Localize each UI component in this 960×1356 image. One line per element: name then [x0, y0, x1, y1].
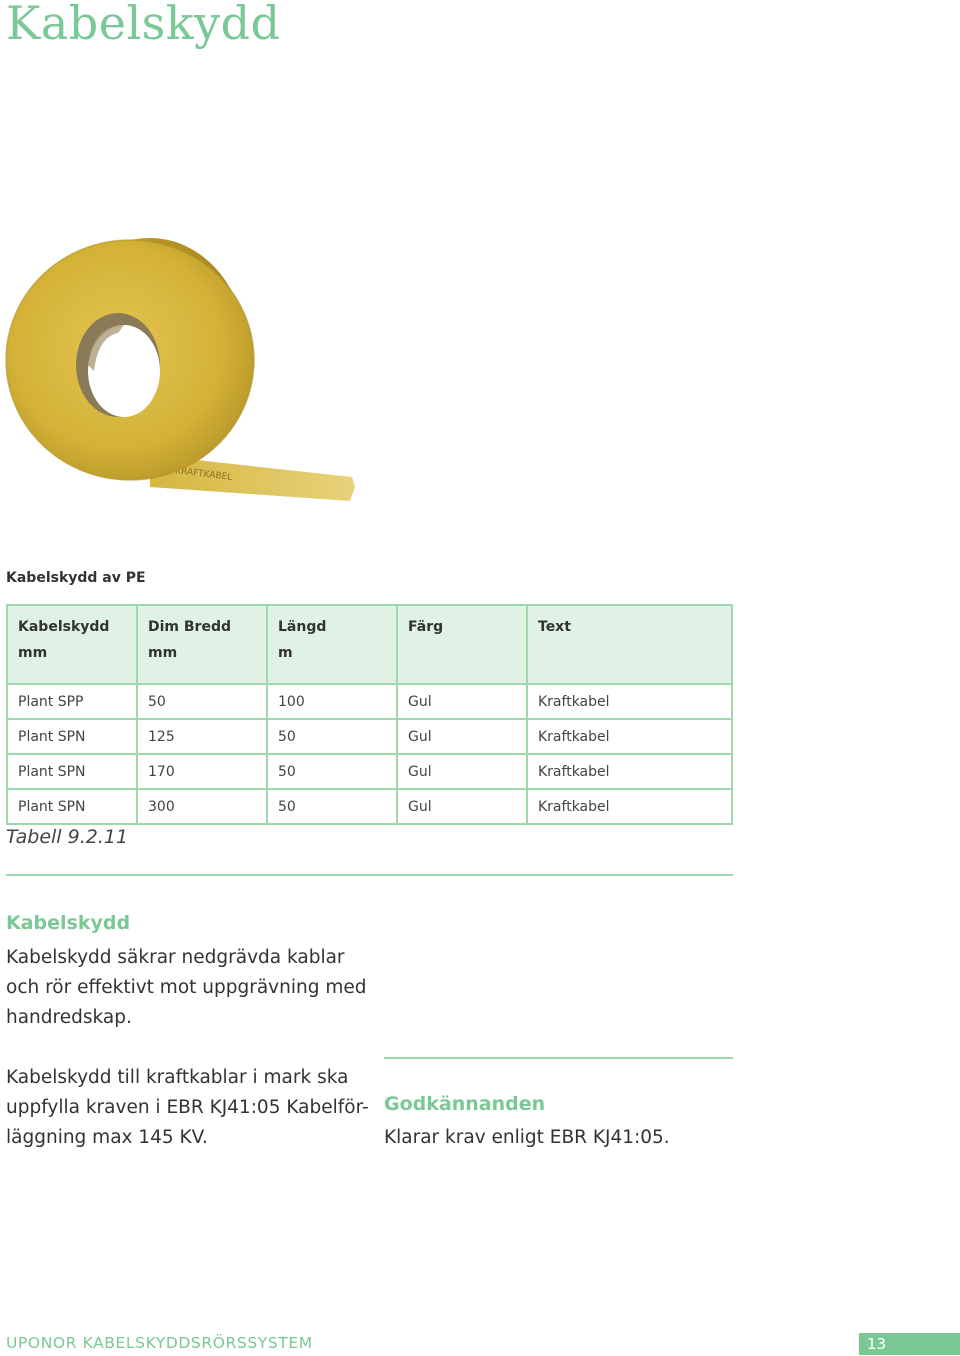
cell-length: 100 [267, 684, 397, 719]
cell-length: 50 [267, 719, 397, 754]
godkannanden-text: Klarar krav enligt EBR KJ41:05. [384, 1127, 670, 1148]
table-row [7, 719, 732, 754]
godkannanden-heading: Godkännanden [384, 1093, 546, 1115]
cell-color: Gul [397, 789, 527, 824]
cell-text: Kraftkabel [527, 754, 732, 789]
tape-print-text: KRAFTKABEL [174, 466, 233, 483]
page-title: Kabelskydd [6, 0, 281, 50]
kabelskydd-heading: Kabelskydd [6, 912, 131, 934]
cell-width: 170 [137, 754, 267, 789]
page-number: 13 [867, 1335, 887, 1353]
footer-title: UPONOR KABELSKYDDSRÖRSSYSTEM [6, 1334, 313, 1352]
table-row [7, 754, 732, 789]
cell-text: Kraftkabel [527, 684, 732, 719]
kabelskydd-description: Kabelskydd säkrar nedgrävda kablar och rör effektivt mot uppgrävning med handredskap. [6, 947, 367, 1028]
table-reference: Tabell 9.2.11 [6, 826, 129, 848]
cell-width: 300 [137, 789, 267, 824]
cell-length: 50 [267, 754, 397, 789]
godkannanden-divider [384, 1057, 733, 1059]
header-farg: Färg [397, 605, 527, 684]
cell-width: 50 [137, 684, 267, 719]
cell-width: 125 [137, 719, 267, 754]
table-row [7, 789, 732, 824]
table-header-row [7, 605, 732, 684]
table-row [7, 684, 732, 719]
page-number-badge [859, 1333, 960, 1355]
kabelskydd-requirements: Kabelskydd till kraftkablar i mark ska uppfylla kraven i EBR KJ41:05 Kabelför- läggning max 145 KV. [6, 1067, 369, 1148]
table-title: Kabelskydd av PE [6, 570, 146, 586]
cell-product: Plant SPN [7, 754, 137, 789]
cell-color: Gul [397, 719, 527, 754]
cell-color: Gul [397, 754, 527, 789]
section-divider [6, 874, 733, 876]
cell-length: 50 [267, 789, 397, 824]
header-langd: Längd m [267, 605, 397, 684]
header-dim-bredd: Dim Bredd mm [137, 605, 267, 684]
cell-product: Plant SPN [7, 789, 137, 824]
cell-text: Kraftkabel [527, 719, 732, 754]
cable-protection-tape-roll-image [0, 225, 370, 515]
product-spec-table [6, 604, 733, 825]
header-text: Text [527, 605, 732, 684]
cell-text: Kraftkabel [527, 789, 732, 824]
cell-product: Plant SPN [7, 719, 137, 754]
header-kabelskydd: Kabelskydd mm [7, 605, 137, 684]
cell-product: Plant SPP [7, 684, 137, 719]
cell-color: Gul [397, 684, 527, 719]
